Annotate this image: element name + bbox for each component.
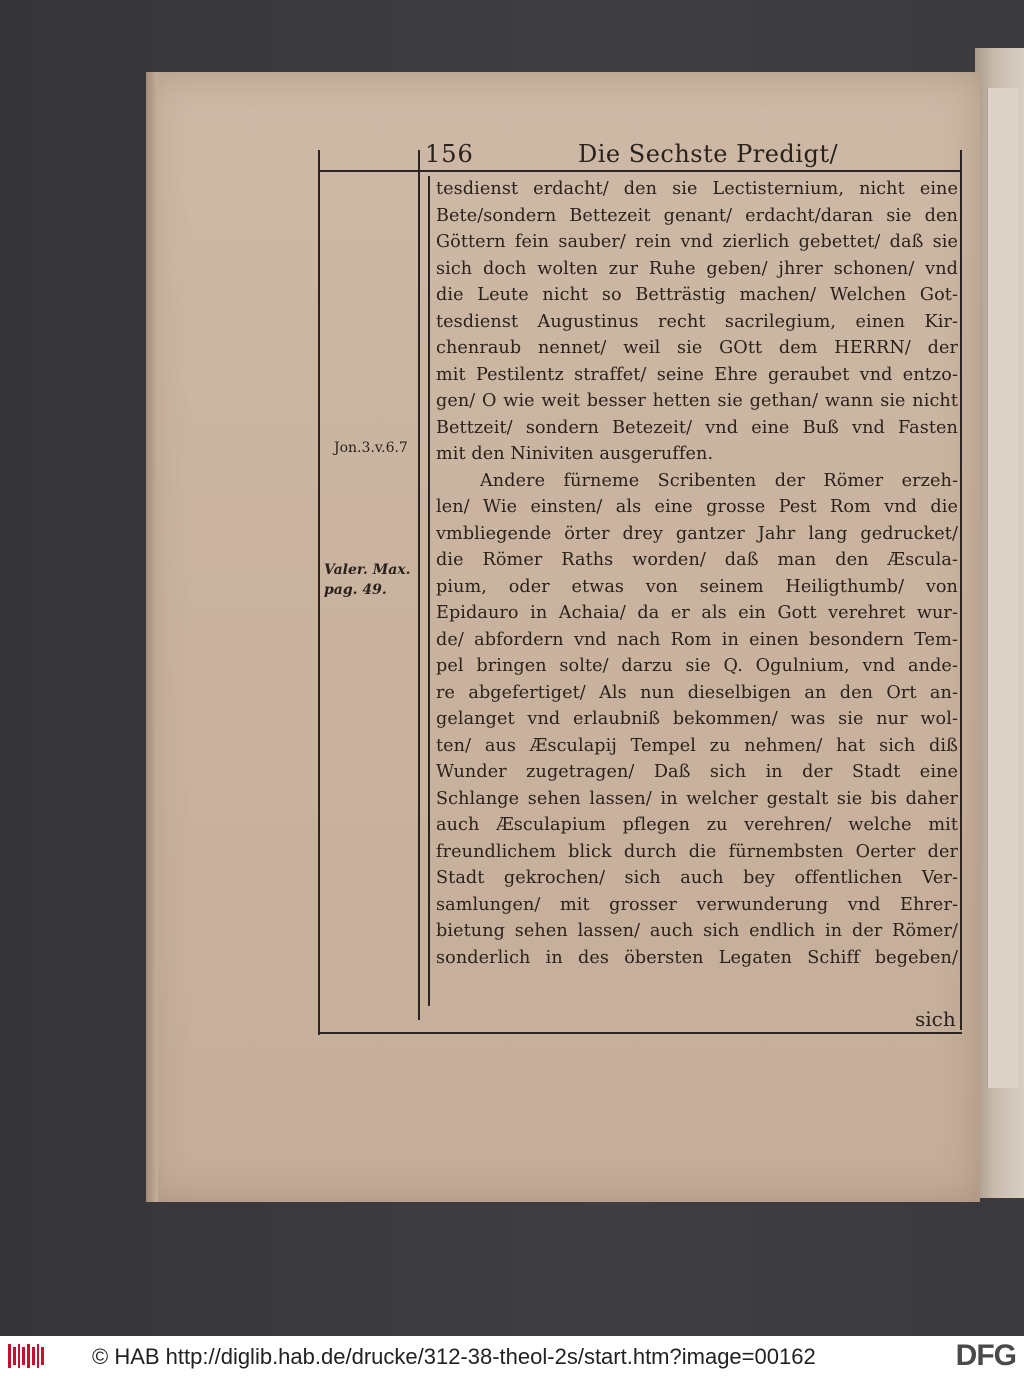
viewer-footer [0, 1336, 1024, 1376]
text-line: samlungen/ mit grosser verwunderung vnd Ehrer- [436, 894, 958, 915]
text-line: auch Æsculapium pflegen zu verehren/ welche mit [436, 815, 958, 835]
text-line: sonderlich in des öbersten Legaten Schiff begeben/ [436, 947, 958, 968]
left-frame-rule [318, 150, 320, 1035]
text-line: sich doch wolten zur Ruhe geben/ jhrer schonen/ vnd [436, 258, 958, 279]
marginal-note-page: pag. 49. [324, 582, 387, 598]
text-line: Andere fürneme Scribenten der Römer erzeh- [480, 470, 958, 491]
catchword: sich [915, 1007, 956, 1031]
page-gutter-edge [146, 72, 158, 1202]
header-rule [318, 170, 962, 172]
text-line: gen/ O wie weit besser hetten sie gethan/ wann sie nicht [436, 391, 958, 411]
text-line: Schlange sehen lassen/ in welcher gestalt sie bis daher [436, 788, 958, 809]
running-head: Die Sechste Predigt/ [578, 140, 839, 168]
text-line: die Römer Raths worden/ daß man den Æscula- [436, 550, 958, 570]
text-line: mit Pestilentz straffet/ seine Ehre geraubet vnd entzo- [436, 364, 958, 385]
marginal-note-valerius: Valer. Max. [324, 562, 411, 578]
marginal-note-jonah: Jon.3.v.6.7 [334, 440, 408, 456]
text-line: de/ abfordern vnd nach Rom in einen besondern Tem- [436, 629, 958, 650]
text-line: re abgefertiget/ Als nun dieselbigen an den Ort an- [436, 682, 958, 703]
hab-logo-icon [8, 1344, 44, 1368]
text-line: Bettzeit/ sondern Betezeit/ vnd eine Buß vnd Fasten [436, 417, 958, 438]
text-line: ten/ aus Æsculapij Tempel zu nehmen/ hat sich diß [436, 735, 958, 756]
text-line: pium, oder etwas von seinem Heiligthumb/ von [436, 576, 958, 597]
dfg-logo: DFG [955, 1339, 1016, 1372]
text-line: freundlichem blick durch die fürnembsten Oerter der [436, 841, 958, 862]
text-line: pel bringen solte/ darzu sie Q. Ogulnium, vnd ande- [436, 656, 958, 676]
text-line: Bete/sondern Bettezeit genant/ erdacht/daran sie den [436, 205, 958, 226]
text-line: Göttern fein sauber/ rein vnd zierlich gebettet/ daß sie [436, 232, 958, 252]
page-number: 156 [425, 140, 474, 168]
footer-source-link[interactable]: © HAB http://diglib.hab.de/drucke/312-38-theol-2s/start.htm?image=00162 [92, 1344, 816, 1369]
text-line: Wunder zugetragen/ Daß sich in der Stadt eine [436, 762, 958, 782]
text-line: mit den Niniviten ausgeruffen. [436, 444, 714, 464]
text-line: tesdienst Augustinus recht sacrilegium, einen Kir- [436, 311, 958, 332]
text-line: bietung sehen lassen/ auch sich endlich in der Römer/ [436, 921, 958, 941]
text-line: gelanget vnd erlaubniß bekommen/ was sie nur wol- [436, 709, 958, 729]
adjacent-page-strip [987, 88, 1018, 1088]
text-line: Epidauro in Achaia/ da er als ein Gott verehret wur- [436, 603, 958, 623]
adjacent-page-edge [975, 48, 1024, 1198]
text-line: len/ Wie einsten/ als eine grosse Pest Rom vnd die [436, 497, 958, 517]
text-line: Stadt gekrochen/ sich auch bey offentlichen Ver- [436, 868, 958, 888]
text-line: tesdienst erdacht/ den sie Lectisternium, nicht eine [436, 179, 958, 199]
body-text [436, 176, 958, 971]
text-left-rule [428, 176, 430, 1006]
right-frame-rule [960, 150, 962, 1030]
text-line: die Leute nicht so Betträstig machen/ Welchen Got- [436, 285, 958, 305]
bottom-frame-rule [318, 1032, 962, 1034]
text-line: vmbliegende örter drey gantzer Jahr lang gedrucket/ [436, 523, 958, 544]
margin-divider-rule [418, 150, 420, 1020]
text-line: chenraub nennet/ weil sie GOtt dem HERRN/ der [436, 338, 958, 358]
